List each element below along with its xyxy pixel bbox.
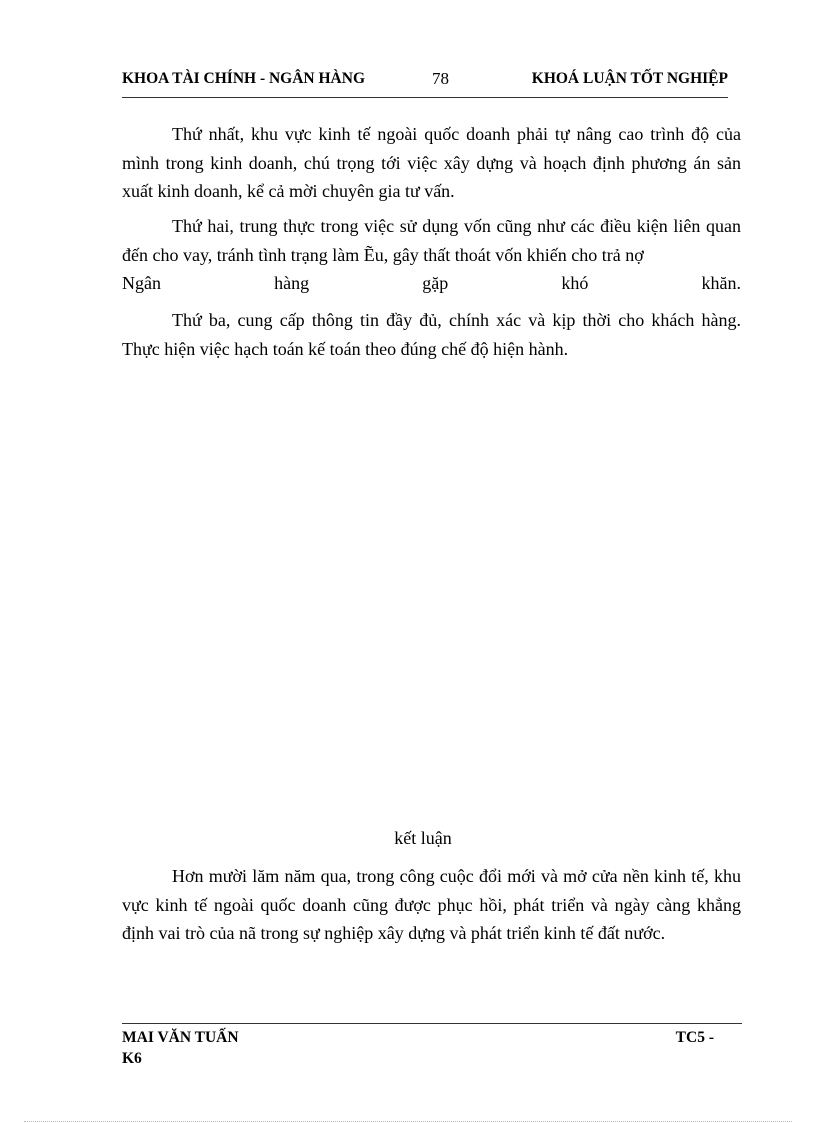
- header-faculty: KHOA TÀI CHÍNH - NGÂN HÀNG: [122, 70, 365, 87]
- footer-class-suffix: K6: [122, 1050, 142, 1067]
- paragraph-3-text: Thứ ba, cung cấp thông tin đầy đủ, chính xác và kịp thời cho khách hàng. Thực hiện việc hạch toán kế toán theo đúng chế độ hiện hành.: [122, 310, 741, 359]
- word: gặp: [422, 273, 449, 293]
- paragraph-2: [122, 212, 741, 298]
- page-number: 78: [432, 69, 449, 88]
- paragraph-3: [122, 306, 741, 363]
- page-footer: [122, 1027, 742, 1069]
- footer-class-code: TC5 -: [675, 1029, 714, 1046]
- conclusion-text: Hơn mười lăm năm qua, trong công cuộc đổi mới và mở cửa nền kinh tế, khu vực kinh tế ngoài quốc doanh cũng được phục hồi, phát triển và ngày càng khẳng định vai trò của nã trong sự nghiệp xây dựng và phát triển kinh tế đất nước.: [122, 866, 741, 943]
- paragraph-2-text: Thứ hai, trung thực trong việc sử dụng vốn cũng như các điều kiện liên quan đến cho vay, tránh tình trạng làm Ẽu, gây thất thoát vốn khiến cho trả nợ: [122, 216, 741, 265]
- paragraph-1: [122, 120, 741, 206]
- bottom-dotted-line: [24, 1121, 792, 1122]
- conclusion-heading: kết luận: [394, 828, 452, 848]
- page-header: [122, 68, 728, 90]
- word: hàng: [274, 273, 310, 293]
- word: Ngân: [122, 273, 161, 293]
- paragraph-1-text: Thứ nhất, khu vực kinh tế ngoài quốc doanh phải tự nâng cao trình độ của mình trong kinh doanh, chú trọng tới việc xây dựng và hoạch định phương án sản xuất kinh doanh, kể cả mời chuyên gia tư vấn.: [122, 124, 741, 201]
- word: khó: [561, 273, 589, 293]
- header-thesis-title: KHOÁ LUẬN TỐT NGHIỆP: [531, 70, 728, 87]
- word: khăn.: [701, 273, 741, 293]
- footer-author: MAI VĂN TUẤN: [122, 1029, 239, 1046]
- header-rule: [122, 97, 728, 98]
- paragraph-2-last-line: [122, 269, 741, 298]
- conclusion-paragraph: [122, 862, 741, 948]
- footer-rule: [122, 1023, 742, 1024]
